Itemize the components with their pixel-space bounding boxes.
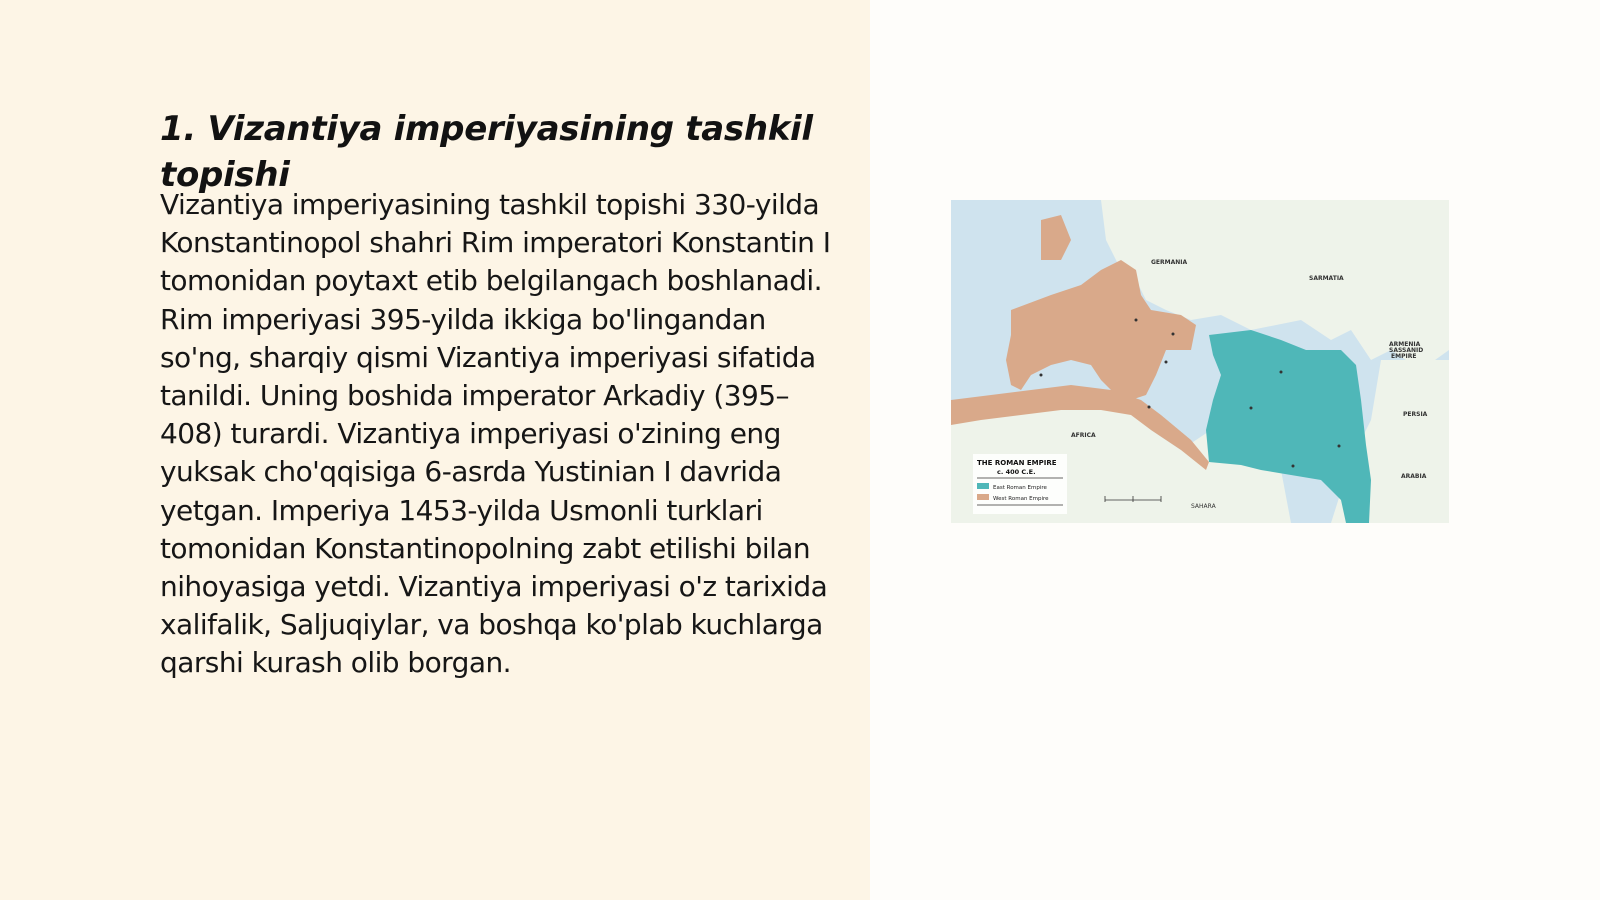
region-africa-label: AFRICA (1071, 432, 1096, 439)
legend-west-label: West Roman Empire (993, 496, 1049, 502)
slide-title: 1. Vizantiya imperiyasining tashkil topishi (160, 109, 813, 195)
legend-east-swatch (977, 483, 989, 489)
slide-body-text: Vizantiya imperiyasining tashkil topishi 330-yilda Konstantinopol shahri Rim imperatori Konstantin I tomonidan poytaxt etib belgilangach boshlanadi. Rim imperiyasi 395-yilda ikkiga bo'lingandan so'ng, sharqiy qismi Vizantiya imperiyasi sifatida tanildi. Uning boshida imperator Arkadiy (395–408) turardi. Vizantiya imperiyasi o'zining eng yuksak cho'qqisiga 6-asrda Yustinian I davrida yetgan. Imperiya 1453-yilda Usmonli turklari tomonidan Konstantinopolning zabt etilishi bilan nihoyasiga yetdi. Vizantiya imperiyasi o'z tarixida xalifalik, Saljuqiylar, va boshqa ko'plab kuchlarga qarshi kurash olib borgan. (160, 188, 831, 680)
legend-west-swatch (977, 494, 989, 500)
legend-subtitle: c. 400 C.E. (997, 468, 1036, 476)
region-persia-label: PERSIA (1403, 411, 1428, 418)
region-arabia-label: ARABIA (1401, 473, 1427, 480)
region-empire-label: EMPIRE (1391, 353, 1417, 360)
roman-empire-map (951, 200, 1449, 523)
map-legend (973, 454, 1067, 514)
region-sahara-label: SAHARA (1191, 503, 1216, 510)
region-sarmatia-label: SARMATIA (1309, 275, 1344, 282)
region-germania-label: GERMANIA (1151, 259, 1188, 266)
legend-title: THE ROMAN EMPIRE (977, 459, 1057, 467)
legend-east-label: East Roman Empire (993, 485, 1047, 491)
region-sassanid-label: SASSANID (1389, 347, 1424, 354)
region-armenia-label: ARMENIA (1389, 341, 1421, 348)
